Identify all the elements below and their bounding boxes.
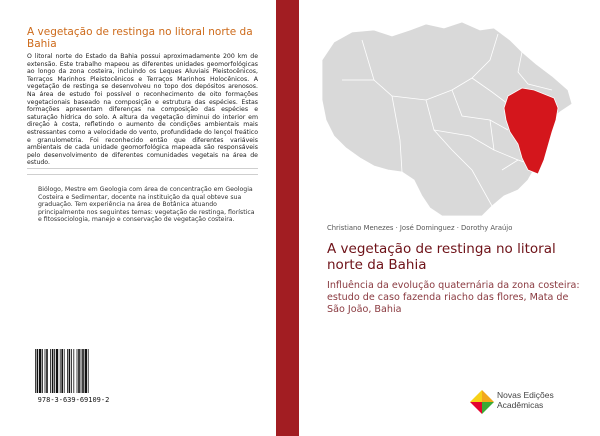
publisher-logo	[470, 387, 580, 417]
barcode-bar	[71, 349, 72, 393]
barcode-bar	[56, 349, 58, 393]
barcode-bar	[64, 349, 65, 393]
barcode-bar	[85, 349, 87, 393]
publisher-name-line1: Novas Edições	[497, 390, 554, 400]
barcode-bar	[81, 349, 82, 393]
barcode-bar	[42, 349, 43, 393]
barcode-bar	[73, 349, 74, 393]
book-spine	[276, 0, 299, 436]
barcode-bar	[37, 349, 39, 393]
barcode-bar	[39, 349, 41, 393]
front-cover-title: A vegetação de restinga no litoral norte da Bahia	[327, 241, 556, 273]
divider-bottom	[27, 174, 258, 175]
publisher-name-line2: Acadêmicas	[497, 400, 544, 410]
barcode-bar	[54, 349, 55, 393]
barcode-bar	[78, 349, 80, 393]
barcode-bar	[60, 349, 61, 393]
publisher-logo-icon	[470, 390, 494, 414]
isbn-number: 978-3-639-69109-2	[37, 396, 110, 404]
abstract-text: O litoral norte do Estado da Bahia possui aproximadamente 200 km de extensão. Este trabalho mapeou as diferentes unidades geomorfológicas ao longo da zona costeira, incluindo os Leques Aluviais Pleistocênicos, Terraços Marinhos Pleistocênicos e Terraços Marinhos Holocênicos. A vegetação de restinga se desenvolveu no topo dos depósitos arenosos. Na área de estudo foi possível o reconhecimento de oito formações vegetacionais baseado na composição e estrutura das espécies. Estas formações apresentam diferenças na composição das espécies e saturação hídrica do solo. A altura da vegetação diminui do interior em direção à costa, refletindo o aumento de condições ambientais mais estressantes como a velocidade do vento, profundidade do lençol freático e granulometria. Foi reconhecido então que diferentes variáveis ambientais de cada unidade geomorfológica mapeada são responsáveis pelo desenvolvimento de diferentes comunidades vegetais na área de estudo.	[27, 53, 258, 167]
front-cover-subtitle: Influência da evolução quaternária da zona costeira: estudo de caso fazenda riacho das flores, Mata de São João, Bahia	[327, 280, 580, 315]
divider-top	[27, 168, 258, 169]
author-bio: Biólogo, Mestre em Geologia com área de concentração em Geologia Costeira e Sedimentar, docente na instituição da qual obteve sua graduação. Tem experiência na área de Botânica atuando principalmente nos seguintes temas: vegetação de restinga, florística e fitossociologia, manejo e conservação de vegetação costeira.	[38, 186, 255, 224]
barcode-bar	[67, 349, 68, 393]
barcode-bar	[45, 349, 46, 393]
author-names: Christiano Menezes · José Dominguez · Dorothy Araújo	[327, 224, 513, 232]
barcode-bar	[77, 349, 78, 393]
barcode-bar	[61, 349, 63, 393]
barcode-bar	[35, 349, 36, 393]
barcode-bar	[88, 349, 89, 393]
back-cover	[0, 0, 276, 436]
barcode-bar	[69, 349, 71, 393]
barcode-graphic	[33, 349, 114, 393]
publisher-name	[497, 390, 554, 410]
barcode-bar	[52, 349, 54, 393]
barcode-bar	[50, 349, 51, 393]
barcode-bar	[82, 349, 84, 393]
back-cover-title: A vegetação de restinga no litoral norte da Bahia	[27, 26, 253, 50]
brazil-map-graphic	[322, 20, 574, 216]
barcode-bar	[46, 349, 48, 393]
